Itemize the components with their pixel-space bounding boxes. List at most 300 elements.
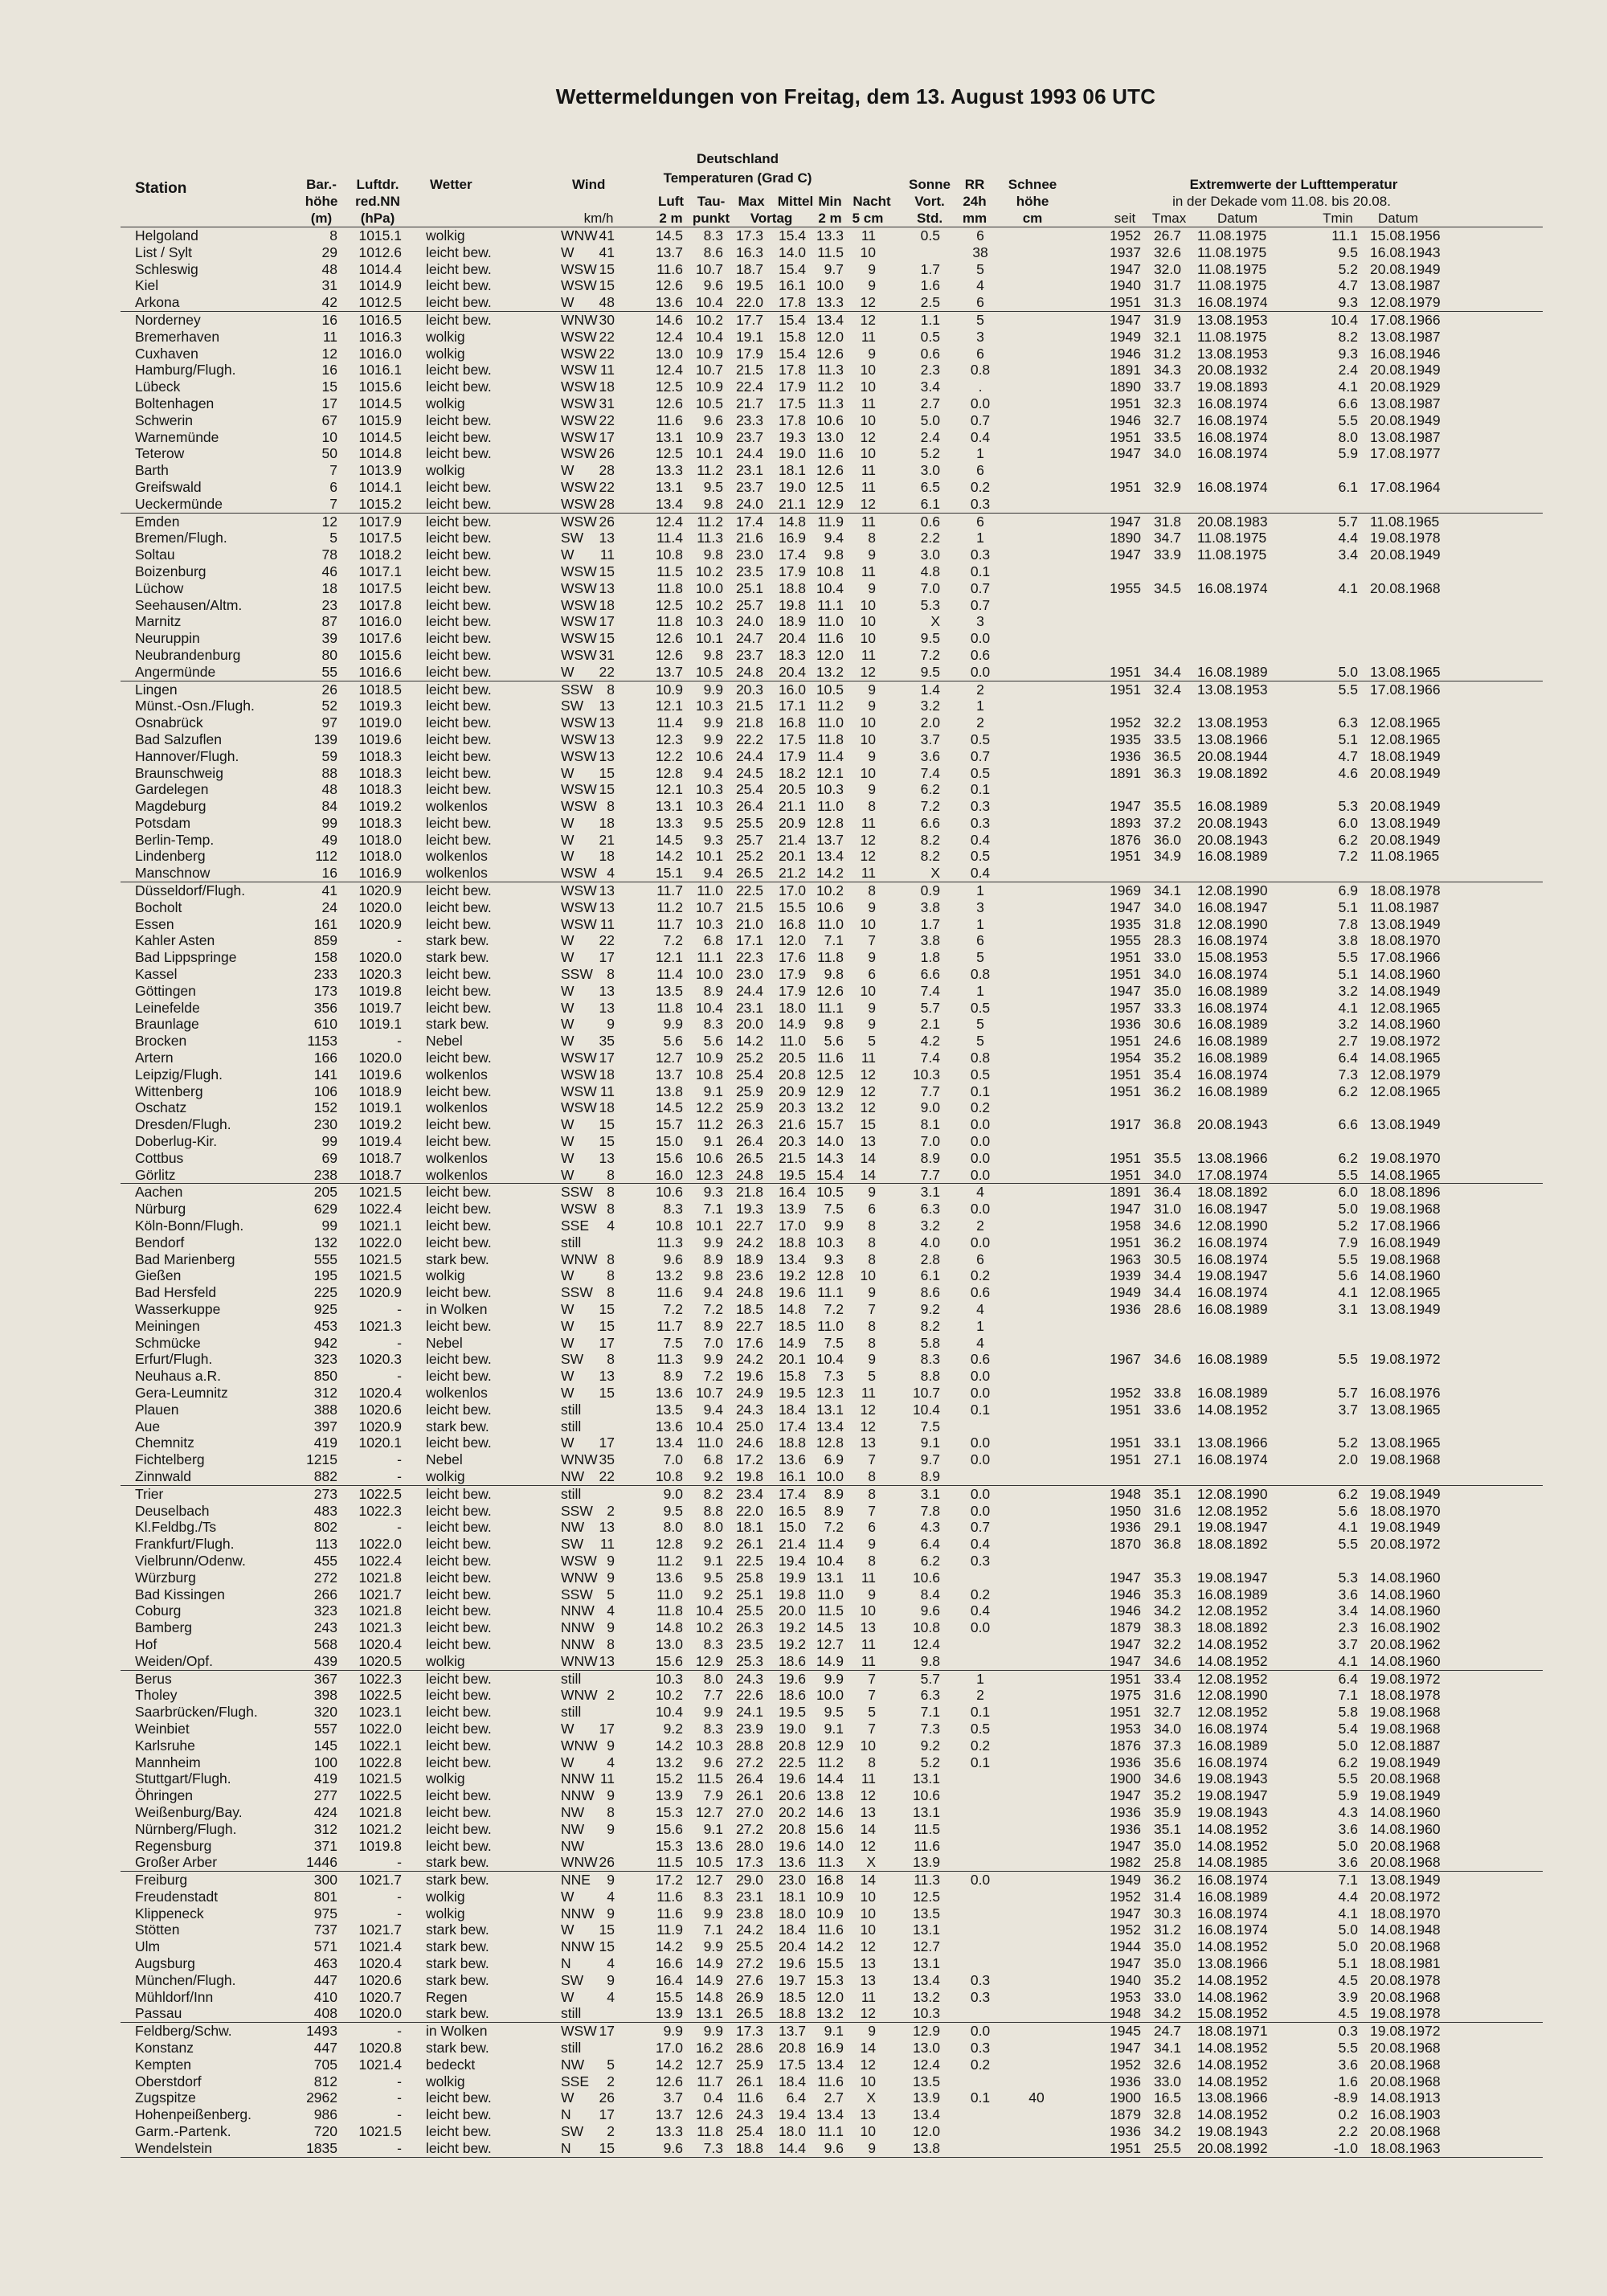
table-row	[121, 1989, 1543, 2006]
cell-barhoehe: 812	[313, 2073, 337, 2089]
cell-min-2m: 10.3	[816, 781, 844, 798]
cell-luft-2m: 11.4	[656, 714, 683, 731]
region-group	[121, 513, 1543, 681]
table-row	[121, 1653, 1543, 1670]
cell-min-2m: 2.7	[824, 2089, 844, 2106]
cell-mittel: 11.0	[779, 1033, 806, 1050]
cell-barhoehe: 802	[313, 1519, 337, 1536]
cell-wetter: leicht bew.	[426, 1619, 492, 1636]
cell-wetter: leicht bew.	[426, 1401, 492, 1418]
cell-extrem-tmax-datum: 16.08.1989	[1197, 1384, 1268, 1401]
cell-extrem-tmax-datum: 16.08.1989	[1197, 1351, 1268, 1368]
cell-luft-2m: 13.4	[655, 1434, 683, 1451]
cell-mittel: 17.9	[778, 982, 806, 999]
cell-wind-richtung: W	[561, 1301, 575, 1317]
cell-extrem-tmin: 5.9	[1338, 1787, 1358, 1804]
cell-nacht-5cm: 11	[861, 227, 876, 244]
cell-station-name: List / Sylt	[135, 244, 192, 260]
cell-rr-24h: 6	[976, 294, 984, 311]
cell-nacht-5cm: 11	[861, 328, 876, 345]
cell-extrem-tmax: 37.2	[1153, 814, 1181, 831]
cell-extrem-tmax: 25.8	[1153, 1854, 1181, 1871]
cell-luft-2m: 11.6	[656, 1888, 683, 1905]
cell-barhoehe: 398	[313, 1687, 337, 1704]
cell-nacht-5cm: 10	[860, 362, 876, 379]
cell-sonne-std: 4.2	[920, 1033, 940, 1050]
cell-wind-richtung: NW	[561, 1837, 585, 1854]
cell-station-name: Tholey	[135, 1687, 178, 1704]
cell-wind-kmh: 22	[599, 663, 615, 680]
cell-barhoehe: 29	[321, 244, 337, 260]
cell-extrem-tmin-datum: 20.08.1968	[1370, 1770, 1441, 1787]
cell-wind-kmh: 22	[599, 1467, 615, 1484]
cell-wind-richtung: WSW	[561, 563, 597, 579]
cell-min-2m: 13.4	[816, 1418, 844, 1434]
cell-min-2m: 13.4	[816, 2056, 844, 2073]
cell-rr-24h: 6	[976, 932, 984, 949]
cell-rr-24h: 0.4	[970, 865, 991, 882]
cell-taupunkt: 10.4	[695, 294, 723, 311]
cell-station-name: Regensburg	[135, 1837, 212, 1854]
table-row	[121, 244, 1543, 261]
cell-luft-2m: 13.3	[655, 462, 683, 479]
cell-wind-kmh: 5	[607, 1586, 615, 1602]
header-luftdruck-3: (hPa)	[360, 211, 395, 226]
cell-min-2m: 11.6	[817, 2073, 844, 2089]
cell-sonne-std: 2.1	[920, 1016, 940, 1033]
cell-luft-2m: 11.3	[656, 1234, 683, 1250]
cell-extrem-seit: 1900	[1110, 2089, 1141, 2106]
header-vortag: Vortag	[750, 211, 793, 226]
cell-max-vortag: 19.8	[735, 1467, 763, 1484]
cell-mittel: 17.5	[778, 395, 806, 411]
cell-wetter: Nebel	[426, 1451, 463, 1468]
cell-luft-2m: 11.6	[656, 1905, 683, 1922]
cell-extrem-seit: 1891	[1110, 362, 1141, 379]
cell-extrem-tmax: 32.9	[1153, 478, 1181, 495]
cell-sonne-std: 2.5	[920, 294, 940, 311]
cell-extrem-tmax-datum: 16.08.1947	[1197, 898, 1268, 915]
cell-wind-kmh: 9	[607, 1971, 615, 1988]
cell-extrem-tmin: 3.2	[1338, 1016, 1358, 1033]
cell-extrem-tmin: 5.3	[1338, 1569, 1358, 1586]
cell-extrem-seit: 1947	[1110, 1201, 1141, 1218]
cell-barhoehe: 7	[329, 462, 337, 479]
cell-sonne-std: 8.8	[920, 1368, 940, 1385]
cell-min-2m: 11.0	[817, 1586, 844, 1602]
cell-luft-2m: 15.2	[655, 1770, 683, 1787]
cell-max-vortag: 26.5	[735, 865, 763, 882]
cell-extrem-tmax-datum: 16.08.1989	[1197, 982, 1268, 999]
cell-luft-2m: 9.9	[663, 1016, 683, 1033]
cell-luftdruck: 1021.7	[358, 1922, 402, 1938]
cell-luft-2m: 10.8	[655, 546, 683, 563]
cell-extrem-tmax: 26.7	[1153, 227, 1181, 244]
cell-nacht-5cm: 12	[860, 2056, 876, 2073]
cell-luft-2m: 17.2	[655, 1872, 683, 1889]
cell-nacht-5cm: 9	[868, 277, 876, 294]
cell-min-2m: 10.4	[816, 1552, 844, 1569]
cell-extrem-tmin-datum: 19.08.1972	[1370, 1351, 1441, 1368]
cell-sonne-std: 10.7	[912, 1384, 940, 1401]
cell-luftdruck: -	[397, 2023, 402, 2040]
cell-luftdruck: 1020.4	[358, 1384, 402, 1401]
cell-station-name: Nürburg	[135, 1201, 186, 1218]
cell-extrem-seit: 1947	[1110, 1635, 1141, 1652]
cell-station-name: Neuruppin	[135, 630, 200, 647]
cell-wetter: leicht bew.	[426, 1704, 492, 1721]
cell-extrem-tmin-datum: 18.08.1970	[1370, 1905, 1441, 1922]
cell-luft-2m: 12.8	[655, 1536, 683, 1553]
cell-sonne-std: 7.3	[920, 1720, 940, 1737]
cell-station-name: Kiel	[135, 277, 159, 294]
cell-extrem-seit: 1936	[1110, 1754, 1141, 1770]
cell-min-2m: 10.9	[816, 1888, 844, 1905]
cell-rr-24h: 0.3	[970, 1988, 991, 2005]
cell-extrem-tmin: 3.4	[1338, 546, 1358, 563]
cell-extrem-tmin: 4.5	[1338, 2005, 1358, 2022]
cell-station-name: Doberlug-Kir.	[135, 1133, 218, 1150]
cell-max-vortag: 24.6	[735, 1434, 763, 1451]
cell-nacht-5cm: 5	[868, 1704, 876, 1721]
cell-wind-kmh: 15	[599, 1133, 615, 1150]
table-row	[121, 983, 1543, 1000]
cell-sonne-std: 6.2	[920, 781, 940, 798]
cell-nacht-5cm: 11	[861, 1384, 876, 1401]
cell-extrem-tmax: 32.7	[1153, 1704, 1181, 1721]
cell-extrem-tmin-datum: 14.08.1960	[1370, 1803, 1441, 1820]
cell-extrem-tmax-datum: 16.08.1974	[1197, 445, 1268, 462]
cell-extrem-tmin: 5.1	[1338, 966, 1358, 983]
cell-extrem-tmin: 5.5	[1338, 2040, 1358, 2057]
cell-min-2m: 11.1	[817, 596, 844, 613]
cell-mittel: 17.8	[778, 294, 806, 311]
table-row	[121, 514, 1543, 530]
cell-rr-24h: 0.3	[970, 546, 991, 563]
cell-nacht-5cm: 14	[860, 1820, 876, 1837]
cell-wind-kmh: 26	[599, 513, 615, 530]
cell-taupunkt: 9.3	[703, 1184, 723, 1201]
cell-min-2m: 8.9	[824, 1485, 844, 1502]
cell-luftdruck: 1021.5	[358, 1267, 402, 1284]
cell-wind-kmh: 17	[599, 2023, 615, 2040]
cell-extrem-seit: 1946	[1110, 1602, 1141, 1619]
cell-sonne-std: 8.1	[920, 1116, 940, 1133]
cell-extrem-tmax: 34.4	[1153, 1284, 1181, 1301]
cell-station-name: Köln-Bonn/Flugh.	[135, 1218, 244, 1234]
cell-max-vortag: 16.3	[735, 244, 763, 260]
cell-rr-24h: 0.0	[970, 1872, 991, 1889]
cell-wind-kmh: 8	[607, 1184, 615, 1201]
cell-taupunkt: 10.5	[695, 395, 723, 411]
cell-sonne-std: X	[930, 613, 940, 630]
cell-max-vortag: 26.4	[735, 1770, 763, 1787]
cell-luftdruck: 1016.5	[358, 311, 402, 328]
cell-nacht-5cm: 8	[868, 1234, 876, 1250]
cell-max-vortag: 21.5	[735, 898, 763, 915]
cell-min-2m: 15.7	[816, 1116, 844, 1133]
cell-wind-kmh: 17	[599, 1050, 615, 1066]
table-row	[121, 479, 1543, 496]
cell-extrem-seit: 1951	[1110, 949, 1141, 966]
cell-mittel: 17.8	[778, 362, 806, 379]
cell-mittel: 20.4	[778, 663, 806, 680]
cell-extrem-tmin: 5.5	[1338, 681, 1358, 698]
cell-max-vortag: 21.7	[735, 395, 763, 411]
table-row	[121, 2123, 1543, 2140]
cell-mittel: 19.5	[778, 1704, 806, 1721]
cell-wind-kmh: 13	[599, 1652, 615, 1669]
cell-extrem-tmin-datum: 20.08.1968	[1370, 2040, 1441, 2057]
cell-nacht-5cm: 12	[860, 428, 876, 445]
cell-mittel: 17.4	[778, 1485, 806, 1502]
cell-rr-24h: 6	[976, 513, 984, 530]
cell-extrem-tmax-datum: 16.08.1989	[1197, 848, 1268, 865]
cell-sonne-std: 6.5	[920, 478, 940, 495]
cell-wind-kmh: 11	[599, 362, 615, 379]
cell-extrem-tmax: 32.1	[1153, 328, 1181, 345]
cell-nacht-5cm: 10	[860, 1888, 876, 1905]
cell-luft-2m: 13.7	[655, 2106, 683, 2123]
cell-wetter: leicht bew.	[426, 1787, 492, 1804]
cell-mittel: 19.8	[778, 1586, 806, 1602]
cell-extrem-tmax-datum: 11.08.1975	[1197, 260, 1267, 277]
cell-rr-24h: 0.1	[970, 1704, 991, 1721]
cell-extrem-tmax-datum: 19.08.1943	[1197, 1803, 1268, 1820]
cell-extrem-tmax-datum: 14.08.1952	[1197, 1820, 1268, 1837]
cell-sonne-std: 2.0	[920, 714, 940, 731]
cell-max-vortag: 23.6	[735, 1267, 763, 1284]
cell-extrem-tmin-datum: 16.08.1943	[1370, 244, 1441, 260]
cell-rr-24h: 5	[976, 1016, 984, 1033]
cell-sonne-std: 7.5	[920, 1418, 940, 1434]
cell-max-vortag: 25.7	[735, 831, 763, 848]
cell-mittel: 20.3	[778, 1099, 806, 1116]
header-wetter: Wetter	[430, 177, 472, 192]
cell-extrem-tmax: 31.4	[1153, 1888, 1181, 1905]
cell-max-vortag: 18.1	[735, 1519, 763, 1536]
cell-station-name: Bremen/Flugh.	[135, 530, 227, 546]
cell-sonne-std: 9.2	[920, 1737, 940, 1754]
cell-mittel: 19.8	[778, 596, 806, 613]
cell-taupunkt: 10.9	[695, 345, 723, 362]
cell-taupunkt: 9.8	[703, 1267, 723, 1284]
header-min-1: Min	[818, 194, 842, 209]
table-row	[121, 261, 1543, 278]
cell-extrem-tmin-datum: 16.08.1946	[1370, 345, 1441, 362]
cell-station-name: Lingen	[135, 681, 178, 698]
cell-barhoehe: 59	[321, 747, 337, 764]
cell-mittel: 20.8	[778, 1820, 806, 1837]
cell-luftdruck: 1019.2	[358, 1116, 402, 1133]
cell-station-name: Osnabrück	[135, 714, 203, 731]
cell-min-2m: 13.4	[816, 848, 844, 865]
cell-nacht-5cm: 15	[860, 1116, 876, 1133]
cell-luftdruck: 1018.3	[358, 781, 402, 798]
cell-max-vortag: 18.5	[735, 1301, 763, 1317]
cell-taupunkt: 11.7	[697, 2073, 723, 2089]
cell-barhoehe: 555	[313, 1250, 337, 1267]
cell-max-vortag: 24.4	[735, 747, 763, 764]
cell-min-2m: 13.0	[816, 428, 844, 445]
cell-extrem-seit: 1900	[1110, 1770, 1141, 1787]
cell-extrem-tmax: 34.5	[1153, 579, 1181, 596]
cell-mittel: 14.9	[778, 1016, 806, 1033]
cell-extrem-tmax-datum: 18.08.1892	[1197, 1536, 1268, 1553]
cell-sonne-std: 12.4	[912, 1635, 940, 1652]
cell-station-name: Hannover/Flugh.	[135, 747, 239, 764]
cell-extrem-tmax-datum: 16.08.1974	[1197, 1250, 1268, 1267]
cell-taupunkt: 7.9	[703, 1787, 723, 1804]
cell-rr-24h: 0.1	[970, 563, 991, 579]
cell-min-2m: 13.8	[816, 1787, 844, 1804]
cell-extrem-tmax: 24.6	[1153, 1033, 1181, 1050]
cell-luft-2m: 13.6	[655, 1384, 683, 1401]
cell-extrem-tmin-datum: 20.08.1949	[1370, 411, 1441, 428]
cell-extrem-tmin-datum: 20.08.1968	[1370, 2123, 1441, 2140]
cell-taupunkt: 11.2	[697, 1116, 723, 1133]
table-row	[121, 832, 1543, 849]
cell-min-2m: 15.4	[816, 1166, 844, 1183]
cell-taupunkt: 9.4	[703, 1284, 723, 1301]
cell-rr-24h: 1	[976, 882, 984, 899]
cell-luftdruck: -	[397, 1905, 402, 1922]
cell-extrem-tmin: 4.3	[1338, 1803, 1358, 1820]
cell-min-2m: 5.6	[824, 1033, 844, 1050]
cell-extrem-tmax-datum: 16.08.1974	[1197, 579, 1268, 596]
cell-max-vortag: 28.8	[735, 1737, 763, 1754]
cell-rr-24h: 4	[976, 1301, 984, 1317]
cell-luft-2m: 15.5	[655, 1988, 683, 2005]
cell-min-2m: 11.8	[817, 949, 844, 966]
cell-barhoehe: 99	[321, 1218, 337, 1234]
cell-extrem-tmin-datum: 17.08.1977	[1370, 445, 1441, 462]
cell-max-vortag: 25.5	[735, 814, 763, 831]
cell-barhoehe: 455	[313, 1552, 337, 1569]
cell-extrem-tmax: 36.0	[1153, 831, 1181, 848]
cell-wind-richtung: NW	[561, 1467, 585, 1484]
cell-luft-2m: 11.8	[656, 999, 683, 1016]
cell-station-name: Konstanz	[135, 2040, 194, 2057]
cell-rr-24h: 0.7	[970, 411, 991, 428]
cell-extrem-tmin: 9.3	[1338, 294, 1358, 311]
cell-wind-richtung: WSW	[561, 379, 597, 395]
cell-sonne-std: 11.6	[914, 1837, 940, 1854]
cell-nacht-5cm: 9	[868, 1536, 876, 1553]
cell-station-name: Oschatz	[135, 1099, 187, 1116]
cell-extrem-tmax: 16.5	[1153, 2089, 1181, 2106]
cell-station-name: Stuttgart/Flugh.	[135, 1770, 231, 1787]
cell-max-vortag: 25.1	[735, 579, 763, 596]
cell-extrem-tmin-datum: 13.08.1987	[1370, 328, 1441, 345]
cell-rr-24h: 0.3	[970, 495, 991, 512]
cell-extrem-seit: 1950	[1110, 1502, 1141, 1519]
cell-barhoehe: 320	[313, 1704, 337, 1721]
cell-wind-kmh: 11	[599, 1770, 615, 1787]
cell-mittel: 19.6	[778, 1837, 806, 1854]
cell-luft-2m: 12.5	[655, 596, 683, 613]
cell-mittel: 14.9	[778, 1334, 806, 1351]
cell-sonne-std: 0.9	[920, 882, 940, 899]
cell-extrem-tmin: 5.0	[1338, 1922, 1358, 1938]
cell-mittel: 19.2	[778, 1267, 806, 1284]
cell-nacht-5cm: 7	[868, 1670, 876, 1687]
cell-sonne-std: 13.8	[912, 2139, 940, 2156]
cell-sonne-std: 5.7	[920, 1670, 940, 1687]
cell-luftdruck: 1022.5	[358, 1687, 402, 1704]
cell-barhoehe: 850	[313, 1368, 337, 1385]
cell-station-name: Fichtelberg	[135, 1451, 205, 1468]
cell-wetter: leicht bew.	[426, 563, 492, 579]
cell-extrem-tmin: 5.2	[1338, 1434, 1358, 1451]
cell-luftdruck: 1019.7	[358, 999, 402, 1016]
cell-sonne-std: 3.8	[920, 932, 940, 949]
cell-luftdruck: 1023.1	[358, 1704, 402, 1721]
cell-taupunkt: 13.1	[695, 2005, 723, 2022]
cell-barhoehe: 52	[321, 698, 337, 714]
cell-wind-kmh: 18	[599, 379, 615, 395]
cell-wetter: wolkig	[426, 395, 465, 411]
cell-max-vortag: 19.3	[735, 1201, 763, 1218]
cell-extrem-tmin: 7.2	[1338, 848, 1358, 865]
cell-station-name: Hamburg/Flugh.	[135, 362, 236, 379]
table-row	[121, 329, 1543, 346]
cell-wind-richtung: still	[561, 1401, 582, 1418]
table-row	[121, 1838, 1543, 1855]
cell-min-2m: 16.8	[816, 1872, 844, 1889]
cell-rr-24h: 0.4	[970, 1602, 991, 1619]
cell-min-2m: 11.6	[817, 630, 844, 647]
cell-luftdruck: 1022.4	[358, 1201, 402, 1218]
cell-extrem-tmin-datum: 19.08.1972	[1370, 1670, 1441, 1687]
cell-extrem-tmax: 35.0	[1153, 982, 1181, 999]
cell-wetter: leicht bew.	[426, 747, 492, 764]
cell-taupunkt: 10.1	[695, 630, 723, 647]
cell-max-vortag: 25.2	[735, 848, 763, 865]
cell-station-name: Magdeburg	[135, 798, 206, 815]
cell-luft-2m: 12.3	[655, 731, 683, 747]
cell-luftdruck: 1018.3	[358, 747, 402, 764]
cell-mittel: 18.6	[778, 1687, 806, 1704]
cell-extrem-tmin-datum: 13.08.1987	[1370, 395, 1441, 411]
cell-luft-2m: 14.2	[655, 2056, 683, 2073]
cell-extrem-tmax-datum: 16.08.1974	[1197, 1872, 1268, 1889]
cell-extrem-tmin-datum: 19.08.1949	[1370, 1519, 1441, 1536]
cell-barhoehe: 453	[313, 1317, 337, 1334]
cell-extrem-tmax: 34.0	[1153, 898, 1181, 915]
cell-wind-kmh: 9	[607, 1905, 615, 1922]
cell-max-vortag: 22.3	[735, 949, 763, 966]
cell-max-vortag: 17.7	[735, 311, 763, 328]
cell-luft-2m: 15.0	[655, 1133, 683, 1150]
cell-luft-2m: 10.6	[655, 1184, 683, 1201]
header-max: Max	[738, 194, 765, 209]
cell-extrem-tmin-datum: 13.08.1987	[1370, 277, 1441, 294]
cell-station-name: Frankfurt/Flugh.	[135, 1536, 235, 1553]
cell-wetter: bedeckt	[426, 2056, 476, 2073]
cell-mittel: 16.1	[778, 1467, 806, 1484]
table-row	[121, 1972, 1543, 1989]
cell-luftdruck: 1015.6	[358, 646, 402, 663]
cell-extrem-tmin: 5.2	[1338, 260, 1358, 277]
cell-station-name: Freudenstadt	[135, 1888, 219, 1905]
cell-luft-2m: 13.8	[655, 1083, 683, 1099]
cell-mittel: 6.4	[786, 2089, 806, 2106]
cell-taupunkt: 9.2	[703, 1536, 723, 1553]
header-min-2: 2 m	[818, 211, 842, 226]
cell-barhoehe: 50	[321, 445, 337, 462]
cell-wetter: leicht bew.	[426, 663, 492, 680]
